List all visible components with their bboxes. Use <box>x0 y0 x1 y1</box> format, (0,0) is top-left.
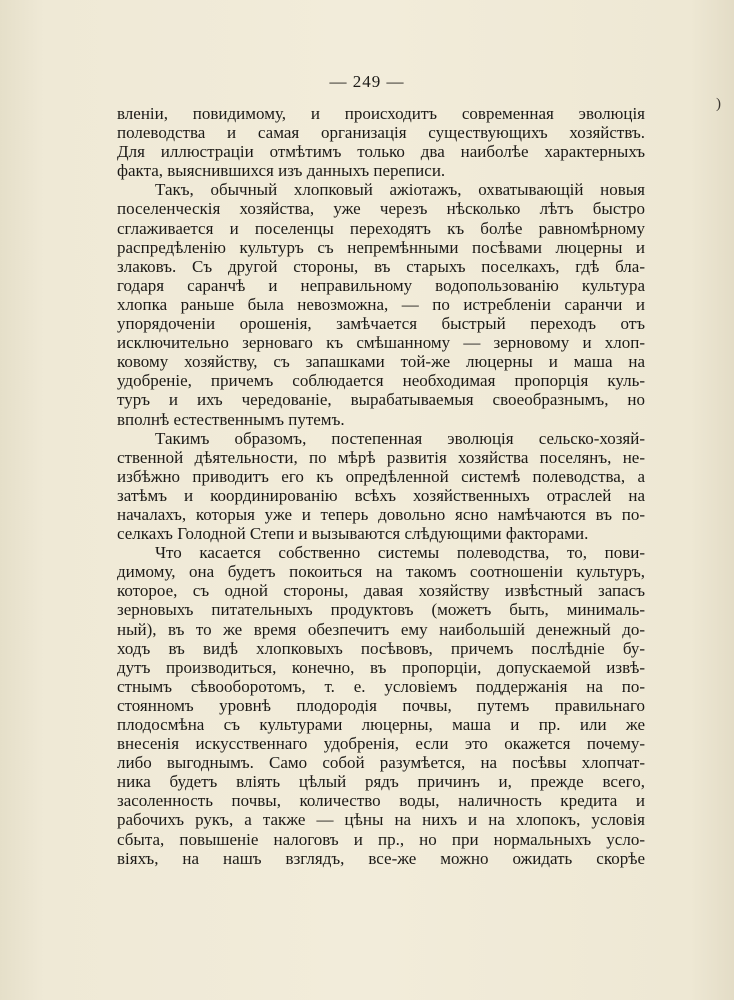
text-line: стоянномъ уровнѣ плодородія почвы, путемъ правильнаго <box>117 695 645 715</box>
text-line: ходъ въ видѣ хлопковыхъ посѣвовъ, причемъ послѣдніе бу- <box>117 638 645 658</box>
text-line: віяхъ, на нашъ взглядъ, все-же можно ожидать скорѣе <box>117 848 645 868</box>
text-line: туръ и ихъ чередованіе, вырабатываемыя своеобразнымъ, но <box>117 390 645 410</box>
text-line: стнымъ сѣвооборотомъ, т. е. условіемъ поддержанія на по- <box>117 676 645 696</box>
text-line: засоленность почвы, количество воды, наличность кредита и <box>117 791 645 811</box>
body-text <box>117 104 645 868</box>
margin-mark: ) <box>716 96 721 112</box>
text-line: либо выгоднымъ. Само собой разумѣется, на посѣвы хлопчат- <box>117 753 645 773</box>
text-line: рабочихъ рукъ, а также — цѣны на нихъ и на хлопокъ, условія <box>117 810 645 830</box>
text-line: ника будетъ вліять цѣлый рядъ причинъ и, прежде всего, <box>117 772 645 792</box>
text-line: исключительно зерноваго къ смѣшанному — зерновому и хлоп- <box>117 333 645 353</box>
text-line: полеводства и самая организація существующихъ хозяйствъ. <box>117 123 645 143</box>
text-line: упорядоченіи орошенія, замѣчается быстрый переходъ отъ <box>117 314 645 334</box>
text-line: внесенія искусственнаго удобренія, если это окажется почему- <box>117 734 645 754</box>
text-line: годаря саранчѣ и неправильному водопользованію культура <box>117 275 645 295</box>
text-line: зерновыхъ питательныхъ продуктовъ (можетъ быть, минималь- <box>117 600 645 620</box>
text-line: вполнѣ естественнымъ путемъ. <box>117 409 345 429</box>
text-line: началахъ, которыя уже и теперь довольно ясно намѣчаются въ по- <box>117 504 645 524</box>
text-line: удобреніе, причемъ соблюдается необходимая пропорція куль- <box>117 371 645 391</box>
text-line: ственной дѣятельности, по мѣрѣ развитія хозяйства поселянъ, не- <box>117 447 645 467</box>
text-line: селкахъ Голодной Степи и вызываются слѣдующими факторами. <box>117 524 589 544</box>
text-line: плодосмѣна съ культурами люцерны, маша и пр. или же <box>117 715 645 734</box>
text-line: димому, она будетъ покоиться на такомъ соотношеніи культуръ, <box>117 562 645 582</box>
text-line: Что касается собственно системы полеводства, то, пови- <box>155 543 645 563</box>
text-line: Такимъ образомъ, постепенная эволюція сельско-хозяй- <box>155 428 645 448</box>
text-line: хлопка раньше была невозможна, — по истребленіи саранчи и <box>117 294 645 314</box>
text-line: Для иллюстраціи отмѣтимъ только два наиболѣе характерныхъ <box>117 142 645 162</box>
text-line: поселенческія хозяйства, уже черезъ нѣсколько лѣтъ быстро <box>117 199 645 219</box>
text-line: сбыта, повышеніе налоговъ и пр., но при нормальныхъ усло- <box>117 829 645 849</box>
text-line: которое, съ одной стороны, давая хозяйству извѣстный запасъ <box>117 581 645 601</box>
text-line: ковому хозяйству, съ запашками той-же люцерны и маша на <box>117 352 645 372</box>
text-line: Такъ, обычный хлопковый ажіотажъ, охватывающій новыя <box>155 180 645 200</box>
text-line: факта, выяснившихся изъ данныхъ переписи. <box>117 161 446 181</box>
text-line: ный), въ то же время обезпечитъ ему наибольшій денежный до- <box>117 619 645 639</box>
text-line: распредѣленію культуръ съ непремѣнными посѣвами люцерны и <box>117 237 645 257</box>
text-line: дутъ производиться, конечно, въ пропорціи, допускаемой извѣ- <box>117 657 645 677</box>
text-line: затѣмъ и координированію всѣхъ хозяйственныхъ отраслей на <box>117 485 645 505</box>
page-number: — 249 — <box>329 72 405 91</box>
text-line: избѣжно приводитъ его къ опредѣленной системѣ полеводства, а <box>117 466 645 486</box>
text-line: сглаживается и поселенцы переходятъ къ болѣе равномѣрному <box>117 218 645 238</box>
text-line: злаковъ. Съ другой стороны, въ старыхъ поселкахъ, гдѣ бла- <box>117 256 645 276</box>
text-line: вленіи, повидимому, и происходитъ современная эволюція <box>117 104 645 123</box>
